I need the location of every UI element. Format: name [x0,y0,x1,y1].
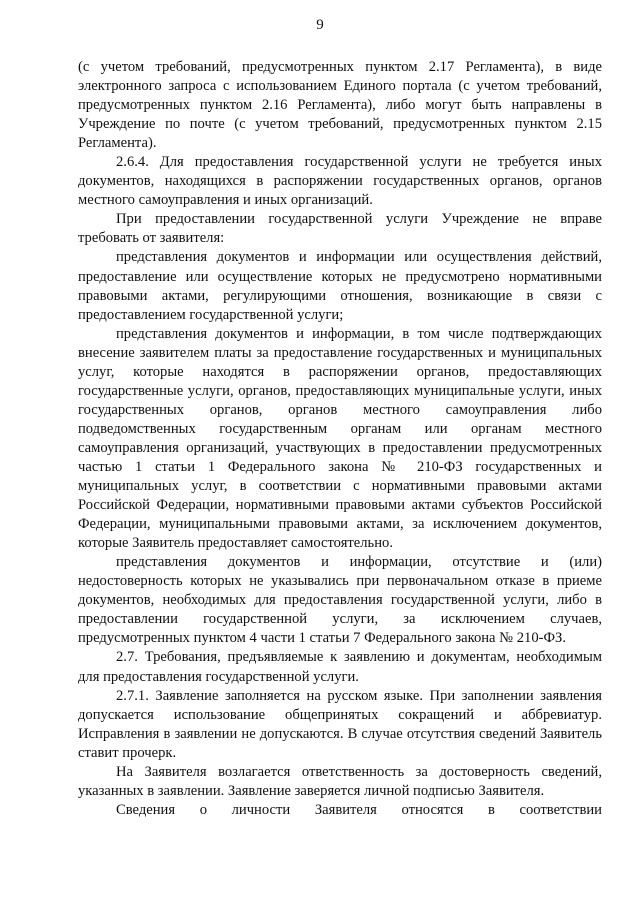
body-text [78,58,602,820]
paragraph-continuation: (с учетом требований, предусмотренных пунктом 2.17 Регламента), в виде электронного запроса с использованием Единого портала (с учетом требований, предусмотренных пунктом 2.16 Регламента), либо могут быть направлены в Учреждение по почте (с учетом требований, предусмотренных пунктом 2.15 Регламента). [78,59,602,152]
paragraph-responsibility: На Заявителя возлагается ответственность за достоверность сведений, указанных в заявлении. Заявление заверяется личной подписью Заявителя. [78,763,602,799]
paragraph-prohibition-2: представления документов и информации, в том числе подтверждающих внесение заявителем платы за предоставление государственных и муниципальных услуг, которые находятся в распоряжении органов, предоставляющих государственные услуги, органов, предоставляющих муниципальные услуги, иных государственных органов, органов местного самоуправления либо подведомственных государственным органам или органам местного самоуправления организаций, участвующих в предоставлении предусмотренных частью 1 статьи 1 Федерального закона № 210-ФЗ государственных и муниципальных услуг, в соответствии с нормативными правовыми актами Российской Федерации, нормативными правовыми актами субъектов Российской Федерации, муниципальными правовыми актами, за исключением документов, которые Заявитель предоставляет самостоятельно. [78,325,602,552]
paragraph-prohibition-3: представления документов и информации, отсутствие и (или) недостоверность которых не указывались при первоначальном отказе в приеме документов, необходимых для предоставления государственной услуги, либо в предоставлении государственной услуги, за исключением случаев, предусмотренных пунктом 4 части 1 статьи 7 Федерального закона № 210-ФЗ. [78,554,602,647]
paragraph-2-7: 2.7. Требования, предъявляемые к заявлению и документам, необходимым для предоставления государственной услуги. [78,649,602,685]
paragraph-prohibitions-intro: При предоставлении государственной услуги Учреждение не вправе требовать от заявителя: [78,211,602,247]
paragraph-2-7-1: 2.7.1. Заявление заполняется на русском языке. При заполнении заявления допускается использование общепринятых сокращений и аббревиатур. Исправления в заявлении не допускаются. В случае отсутствия сведений Заявитель ставит прочерк. [78,687,602,761]
paragraph-personal-data: Сведения о личности Заявителя относятся в соответствии [116,801,602,818]
paragraph-2-6-4: 2.6.4. Для предоставления государственной услуги не требуется иных документов, находящихся в распоряжении государственных органов, органов местного самоуправления и иных организаций. [78,154,602,209]
page-number: 9 [316,17,324,33]
paragraph-prohibition-1: представления документов и информации или осуществления действий, предоставление или осуществление которых не предусмотрено нормативными правовыми актами, регулирующими отношения, возникающие в связи с предоставлением государственной услуги; [78,249,602,323]
